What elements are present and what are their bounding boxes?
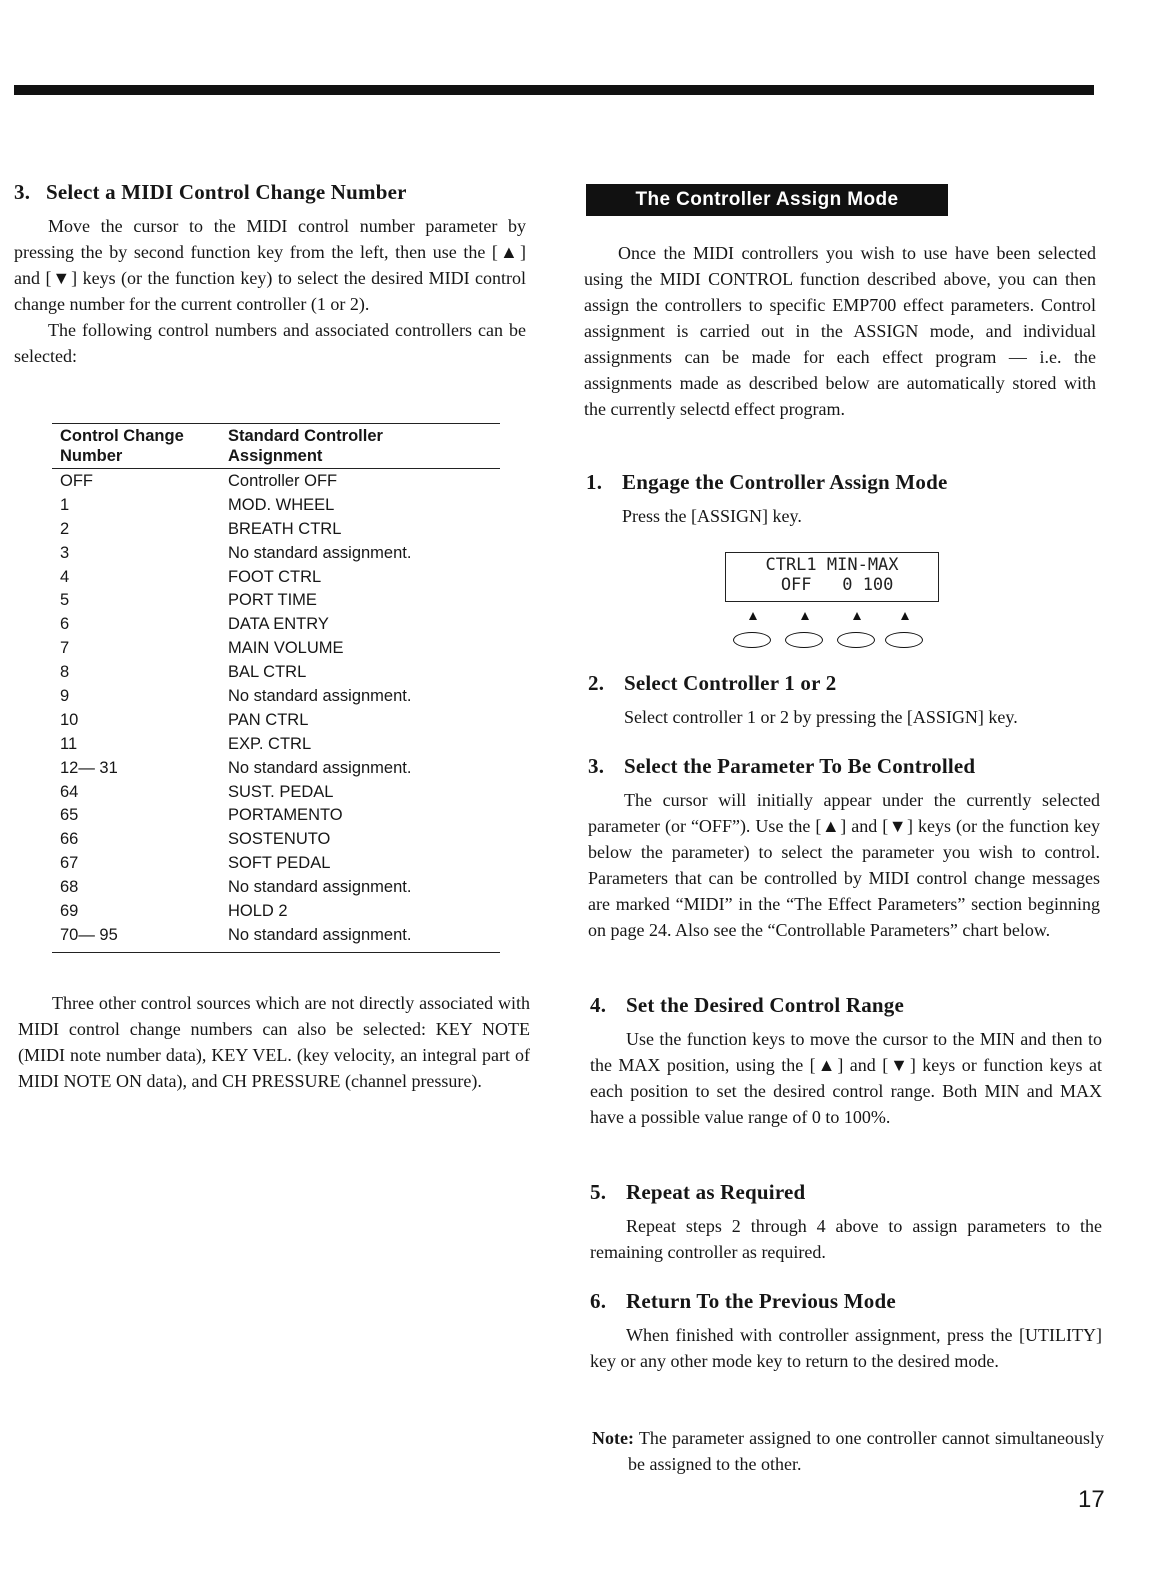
table-header: [52, 424, 500, 469]
left-step3-paragraph-1: Move the cursor to the MIDI control number parameter by pressing the by second function key from the left, then use the [▲] and [▼] keys (or the function key) to select the desired MIDI control change number for the current controller (1 or 2).: [14, 216, 526, 314]
controller-assignment: HOLD 2: [228, 902, 288, 921]
step4-title: Set the Desired Control Range: [626, 993, 905, 1017]
note-block: [592, 1425, 1104, 1477]
controller-assignment: SUST. PEDAL: [228, 782, 334, 801]
controller-assignment: SOSTENUTO: [228, 830, 331, 849]
control-number: 66: [60, 830, 79, 849]
table-header-number: [60, 426, 228, 466]
step6-heading: [590, 1289, 1102, 1314]
control-number: 6: [60, 615, 70, 634]
control-number: 69: [60, 902, 79, 921]
step1-body: Press the [ASSIGN] key.: [622, 506, 802, 526]
table-row: [52, 589, 500, 613]
step6-title: Return To the Previous Mode: [626, 1289, 896, 1313]
control-number: OFF: [60, 472, 93, 490]
function-key-4[interactable]: [885, 612, 925, 652]
header-col1-line2: Number: [60, 447, 123, 465]
table-row: [52, 900, 500, 924]
step6-number: 6.: [590, 1289, 607, 1313]
table-row: [52, 661, 500, 685]
right-step1: [586, 470, 1102, 529]
controller-assignment: No standard assignment.: [228, 687, 412, 706]
step6-body: When finished with controller assignment, press the [UTILITY] key or any other mode key to return to the desired mode.: [590, 1325, 1102, 1371]
controller-assignment: No standard assignment.: [228, 925, 412, 944]
table-row: [52, 852, 500, 876]
function-key-2[interactable]: [785, 612, 825, 652]
step1-title: Engage the Controller Assign Mode: [622, 470, 948, 494]
controller-assignment: No standard assignment.: [228, 878, 412, 897]
control-number: 65: [60, 806, 79, 825]
function-key-1[interactable]: [733, 612, 773, 652]
controller-assignment: PORT TIME: [228, 591, 317, 610]
control-number: 7: [60, 639, 70, 658]
controller-assignment: FOOT CTRL: [228, 567, 322, 586]
control-number: 68: [60, 878, 79, 897]
up-arrow-icon: [853, 612, 861, 620]
step4-body: Use the function keys to move the cursor to the MIN and then to the MAX position, using the [▲] and [▼] keys or function keys at each position to set the desired control range. Both MIN and MAX have a possible value range of 0 to 100%.: [590, 1029, 1102, 1127]
right-step6: [590, 1289, 1102, 1374]
table-row: [52, 494, 500, 518]
control-number: 9: [60, 687, 70, 706]
controller-assignment: DATA ENTRY: [228, 615, 329, 634]
control-number: 70— 95: [60, 925, 118, 944]
table-row: [52, 828, 500, 852]
right-step3: [588, 754, 1100, 943]
table-row: [52, 709, 500, 733]
controller-assignment: PAN CTRL: [228, 710, 309, 729]
header-col2-line1: Standard Controller: [228, 427, 383, 445]
control-number: 11: [60, 734, 78, 753]
left-step3-title: Select a MIDI Control Change Number: [46, 180, 407, 204]
controller-assignment: No standard assignment.: [228, 758, 412, 777]
controller-assignment: BREATH CTRL: [228, 519, 342, 538]
table-row: [52, 804, 500, 828]
step3-body: The cursor will initially appear under the currently selected parameter (or “OFF”). Use the [▲] and [▼] keys (or the function key below the parameter) to select the parameter you wish to control. Parameters that can be controlled by MIDI control change messages are marked “MIDI” in the “The Effect Parameters” section beginning on page 24. Also see the “Controllable Parameters” chart below.: [588, 790, 1100, 940]
step5-body: Repeat steps 2 through 4 above to assign parameters to the remaining controller as required.: [590, 1216, 1102, 1262]
note-text: The parameter assigned to one controller cannot simultaneously be assigned to the other.: [628, 1428, 1104, 1474]
table-row: [52, 566, 500, 590]
section-banner: The Controller Assign Mode: [586, 184, 948, 216]
controller-assignment: PORTAMENTO: [228, 806, 343, 825]
header-col1-line1: Control Change: [60, 427, 184, 445]
control-number: 1: [60, 495, 70, 514]
right-step5: [590, 1180, 1102, 1265]
table-body: [52, 469, 500, 952]
up-arrow-icon: [801, 612, 809, 620]
step2-heading: [588, 671, 1104, 696]
step5-heading: [590, 1180, 1102, 1205]
header-col2-line2: Assignment: [228, 447, 323, 465]
table-row: [52, 757, 500, 781]
step4-heading: [590, 993, 1102, 1018]
control-number: 8: [60, 663, 70, 682]
table-row: [52, 685, 500, 709]
control-number: 3: [60, 543, 70, 562]
table-row: [52, 876, 500, 900]
control-number: 10: [60, 710, 79, 729]
control-change-table: [52, 423, 500, 953]
left-other-sources: [18, 990, 530, 1094]
controller-assignment: SOFT PEDAL: [228, 854, 331, 873]
step4-number: 4.: [590, 993, 607, 1017]
table-row: [52, 613, 500, 637]
up-arrow-icon: [749, 612, 757, 620]
control-number: 64: [60, 782, 79, 801]
step3-title: Select the Parameter To Be Controlled: [624, 754, 976, 778]
note-label: Note:: [592, 1428, 634, 1448]
controller-assignment: MOD. WHEEL: [228, 495, 335, 514]
controller-assignment: MAIN VOLUME: [228, 639, 344, 658]
top-rule: [14, 85, 1094, 95]
table-header-assignment: [228, 426, 383, 466]
control-number: 5: [60, 591, 70, 610]
lcd-display: [725, 552, 939, 602]
control-number: 67: [60, 854, 79, 873]
control-number: 2: [60, 519, 70, 538]
table-row: [52, 518, 500, 542]
function-key-3[interactable]: [837, 612, 877, 652]
right-step2: [588, 671, 1104, 730]
controller-assignment: BAL CTRL: [228, 663, 307, 682]
left-step3-paragraph-2: The following control numbers and associated controllers can be selected:: [14, 320, 526, 366]
controller-assignment: EXP. CTRL: [228, 734, 312, 753]
control-number: 4: [60, 567, 70, 586]
step3-number: 3.: [588, 754, 605, 778]
right-intro: [584, 240, 1096, 422]
lcd-line-2: OFF 0 100: [770, 575, 894, 595]
step1-heading: [586, 470, 1102, 495]
left-step3-heading: [14, 180, 526, 205]
note-paragraph: [592, 1425, 1104, 1477]
left-step3-number: 3.: [14, 180, 31, 204]
other-sources-paragraph: Three other control sources which are not directly associated with MIDI control change numbers can also be selected: KEY NOTE (MIDI note number data), KEY VEL. (key velocity, an integral part of MIDI NOTE ON data), and CH PRESSURE (channel pressure).: [18, 993, 530, 1091]
table-row: [52, 781, 500, 805]
step5-title: Repeat as Required: [626, 1180, 806, 1204]
table-row: [52, 542, 500, 566]
step2-title: Select Controller 1 or 2: [624, 671, 837, 695]
table-row: [52, 733, 500, 757]
control-number: 12— 31: [60, 758, 118, 777]
intro-paragraph: Once the MIDI controllers you wish to use have been selected using the MIDI CONTROL function described above, you can then assign the controllers to specific EMP700 effect parameters. Control assignment is carried out in the ASSIGN mode, and individual assignments can be made for each effect program — i.e. the assignments made as described below are automatically stored with the currently selectd effect program.: [584, 243, 1096, 419]
key-oval-icon: [885, 632, 923, 648]
lcd-line-1: CTRL1 MIN-MAX: [765, 555, 899, 575]
function-keys: [733, 612, 927, 652]
right-step4: [590, 993, 1102, 1130]
key-oval-icon: [837, 632, 875, 648]
step1-number: 1.: [586, 470, 603, 494]
table-row: [52, 924, 500, 948]
left-column: [14, 180, 526, 369]
step2-number: 2.: [588, 671, 605, 695]
table-row: [52, 470, 500, 494]
step2-body: Select controller 1 or 2 by pressing the [ASSIGN] key.: [624, 707, 1018, 727]
controller-assignment: Controller OFF: [228, 472, 338, 490]
controller-assignment: No standard assignment.: [228, 543, 412, 562]
page-number: 17: [1078, 1486, 1105, 1513]
key-oval-icon: [785, 632, 823, 648]
up-arrow-icon: [901, 612, 909, 620]
table-row: [52, 637, 500, 661]
step5-number: 5.: [590, 1180, 607, 1204]
key-oval-icon: [733, 632, 771, 648]
step3-heading: [588, 754, 1100, 779]
